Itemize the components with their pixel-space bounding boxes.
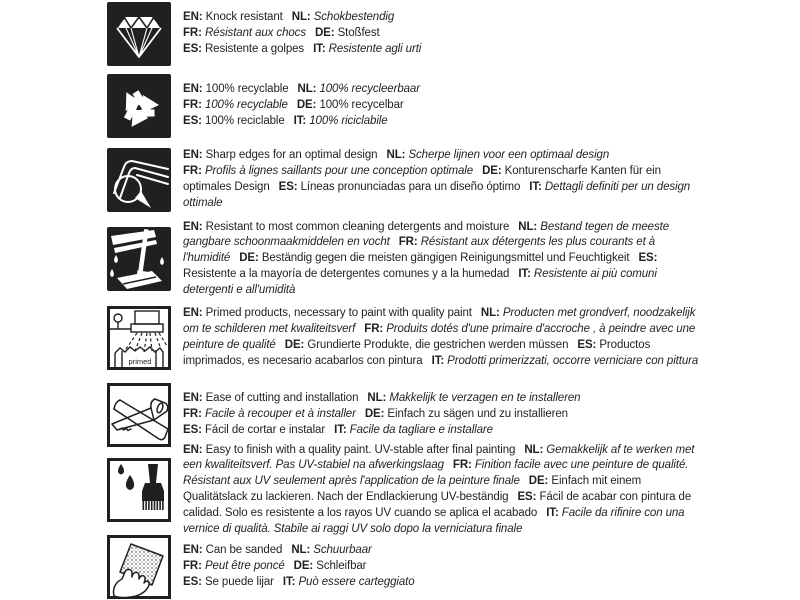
lang-segment: [298, 83, 420, 95]
lang-segment: [183, 544, 282, 556]
lang-label: IT:: [293, 114, 307, 127]
lang-label: EN:: [183, 443, 203, 456]
lang-label: DE:: [364, 408, 385, 421]
feature-text: Resistant to most common cleaning detergents and moisture: [202, 220, 510, 233]
diamond-icon: [107, 2, 171, 66]
lang-segment: [386, 149, 609, 161]
lang-label: IT:: [546, 506, 559, 519]
feature-text: Knock resistant: [202, 11, 283, 24]
sharp-edges-magnifier-icon: [107, 148, 171, 212]
lang-segment: [183, 11, 283, 23]
lang-segment: [183, 149, 377, 161]
feature-text: 100% riciclabile: [306, 114, 388, 127]
feature-text: 100% recycelbar: [316, 99, 404, 112]
lang-segment: [183, 408, 356, 420]
lang-label: FR:: [183, 165, 202, 178]
lang-label: EN:: [183, 83, 203, 96]
lang-segment: [292, 11, 394, 23]
lang-label: NL:: [297, 83, 317, 96]
text-line: [183, 443, 699, 538]
lang-label: NL:: [367, 392, 387, 405]
lang-label: IT:: [518, 267, 531, 280]
feature-text: 100% recyclable: [202, 83, 289, 96]
feature-text-block: [183, 148, 699, 211]
text-line: [183, 575, 699, 591]
mop-cleaning-icon-art: [107, 227, 171, 291]
feature-text: Finition facile avec une peinture de qualité. Résistant aux UV seulement après l'application de la peinture finale: [183, 459, 689, 488]
feature-text-block: [183, 391, 699, 438]
lang-segment: [283, 576, 415, 588]
feature-text: Se puede lijar: [201, 575, 274, 588]
lang-label: EN:: [183, 544, 203, 557]
lang-label: IT:: [431, 354, 445, 367]
feature-text: Resistente a golpes: [201, 42, 305, 55]
lang-label: ES:: [638, 252, 658, 265]
feature-text-block: [183, 10, 699, 57]
lang-label: IT:: [334, 423, 347, 436]
lang-segment: [183, 392, 358, 404]
lang-label: DE:: [296, 99, 317, 112]
feature-text: Líneas pronunciadas para un diseño óptimo: [297, 181, 521, 193]
text-line: [183, 42, 699, 58]
recycle-icon-art: [107, 74, 171, 138]
feature-text: Producten met grondverf, noodzakelijk om te schilderen met kwaliteitsverf: [183, 307, 696, 336]
feature-row-detergent-resistant: [107, 220, 703, 296]
lang-label: ES:: [183, 423, 202, 436]
lang-segment: [183, 43, 304, 55]
feature-text: Makkelijk te verzagen en te installeren: [386, 392, 581, 405]
text-line: [183, 391, 699, 407]
primer-spray-icon: [107, 306, 171, 370]
feature-row-knock-resistant: [107, 2, 703, 66]
feature-row-easy-finish-uv: [107, 443, 703, 535]
lang-segment: [313, 43, 421, 55]
lang-label: FR:: [183, 408, 202, 421]
feature-text: Resistente agli urti: [325, 42, 422, 55]
text-line: [183, 164, 699, 211]
lang-segment: [294, 560, 367, 572]
feature-text: 100% recycleerbaar: [316, 83, 420, 96]
feature-text: Résistant aux chocs: [201, 27, 306, 40]
text-line: [183, 10, 699, 26]
lang-segment: [291, 544, 371, 556]
lang-segment: [183, 444, 515, 456]
lang-label: FR:: [398, 236, 418, 249]
feature-text: 100% recyclable: [201, 99, 288, 112]
feature-text: Facile da rifinire con una vernice di qualità. Stabile ai raggi UV solo dopo la verniciatura finale: [183, 506, 685, 535]
feature-text: Dettagli definiti per un design ottimale: [183, 181, 691, 209]
lang-segment: [183, 99, 288, 111]
feature-text: Facile da tagliare e installare: [346, 423, 493, 436]
feature-row-sandable: [107, 535, 703, 599]
lang-label: DE:: [284, 339, 305, 351]
lang-segment: [183, 424, 325, 436]
saw-cutting-icon-art: [107, 383, 171, 447]
lang-segment: [183, 576, 274, 588]
lang-label: ES:: [517, 491, 537, 503]
text-line: [183, 407, 699, 423]
feature-text: Schleifbar: [313, 560, 367, 573]
feature-row-sharp-edges: [107, 148, 703, 212]
feature-text-block: [183, 82, 699, 129]
lang-label: NL:: [480, 307, 500, 320]
lang-segment: [183, 27, 306, 39]
lang-label: DE:: [528, 475, 549, 488]
lang-label: EN:: [183, 149, 203, 162]
lang-label: IT:: [313, 42, 326, 55]
feature-text: Stoßfest: [334, 27, 380, 40]
lang-label: NL:: [518, 220, 538, 233]
sharp-edges-magnifier-icon-art: [107, 148, 171, 212]
feature-text: Fácil de acabar con pintura de calidad. Solo es resistente a los rayos UV cuando se aplica el acabado: [183, 491, 692, 519]
lang-segment: [183, 165, 473, 177]
lang-label: DE:: [239, 252, 259, 265]
lang-segment: [183, 221, 509, 233]
feature-text: Konturenscharfe Kanten für ein optimales Design: [183, 165, 661, 193]
saw-cutting-icon: [107, 383, 171, 447]
feature-text: Schuurbaar: [310, 544, 372, 557]
lang-label: IT:: [529, 181, 542, 193]
lang-segment: [239, 252, 629, 264]
feature-text: Einfach zu sägen und zu installieren: [384, 408, 568, 421]
text-line: [183, 114, 699, 130]
primed-label: primed: [128, 357, 152, 366]
lang-label: FR:: [364, 323, 384, 336]
feature-text: Schokbestendig: [310, 11, 395, 24]
lang-segment: [183, 307, 472, 319]
primer-spray-icon-art: [107, 306, 171, 370]
feature-text: Primed products, necessary to paint with quality paint: [202, 307, 472, 320]
lang-segment: [285, 339, 569, 351]
lang-label: IT:: [282, 575, 296, 588]
feature-text-block: [183, 306, 699, 369]
feature-text: Ease of cutting and installation: [202, 392, 359, 405]
lang-label: NL:: [291, 544, 311, 557]
feature-text: Can be sanded: [202, 544, 283, 557]
lang-label: NL:: [291, 11, 311, 24]
lang-label: EN:: [183, 220, 203, 233]
lang-label: NL:: [524, 443, 544, 456]
lang-label: DE:: [482, 165, 502, 178]
mop-cleaning-icon: [107, 227, 171, 291]
paintbrush-drops-icon: [107, 458, 171, 522]
feature-text: Productos imprimados, es necesario acabarlos con pintura: [183, 339, 651, 367]
lang-label: EN:: [183, 392, 203, 405]
feature-text: Resistente a la mayoría de detergentes comunes y a la humedad: [183, 267, 510, 280]
lang-label: FR:: [452, 459, 472, 472]
lang-segment: [365, 408, 568, 420]
lang-label: FR:: [183, 560, 202, 573]
feature-text: Easy to finish with a quality paint. UV-stable after final painting: [202, 443, 516, 456]
lang-segment: [279, 181, 521, 193]
sanding-hand-icon: [107, 535, 171, 599]
feature-text: Facile à recouper et à installer: [201, 408, 356, 421]
text-line: [183, 543, 699, 559]
lang-label: FR:: [183, 27, 202, 40]
feature-text: Produits dotés d'une primaire d'accroche , à peindre avec une peinture de qualité: [183, 323, 696, 351]
lang-segment: [334, 424, 493, 436]
feature-text: Sharp edges for an optimal design: [202, 149, 378, 162]
lang-label: ES:: [183, 114, 202, 127]
text-line: [183, 98, 699, 114]
feature-row-recyclable: [107, 74, 703, 138]
lang-segment: [294, 115, 388, 127]
text-line: [183, 82, 699, 98]
feature-text: Resistente ai più comuni detergenti e all'umidità: [183, 267, 657, 296]
feature-text: Prodotti primerizzati, occorre verniciare con pittura: [444, 354, 699, 367]
lang-label: ES:: [183, 575, 202, 588]
feature-row-easy-cutting: [107, 383, 703, 447]
feature-text-block: [183, 220, 699, 299]
lang-label: FR:: [183, 99, 202, 112]
lang-label: EN:: [183, 307, 203, 320]
diamond-icon-art: [107, 2, 171, 66]
lang-segment: [315, 27, 380, 39]
lang-label: ES:: [577, 339, 597, 351]
lang-label: NL:: [386, 149, 406, 162]
feature-text: Può essere carteggiato: [295, 575, 415, 588]
feature-text: Peut être poncé: [201, 560, 285, 573]
lang-label: EN:: [183, 11, 203, 24]
feature-text-block: [183, 443, 699, 538]
lang-label: ES:: [183, 42, 202, 55]
lang-label: ES:: [278, 181, 298, 193]
feature-text: Profils à lignes saillants pour une conception optimale: [201, 165, 474, 178]
lang-segment: [183, 560, 285, 572]
text-line: [183, 26, 699, 42]
sanding-hand-icon-art: [107, 535, 171, 599]
feature-text: Gemakkelijk af te werken met een kwaliteitsverf. Pas UV-stabiel na afwerkingslaag: [183, 443, 695, 472]
lang-label: DE:: [314, 27, 335, 40]
text-line: [183, 423, 699, 439]
lang-label: DE:: [293, 560, 314, 573]
lang-segment: [297, 99, 404, 111]
text-line: [183, 306, 699, 369]
feature-text: Grundierte Produkte, die gestrichen werden müssen: [304, 339, 569, 351]
feature-text: Scherpe lijnen voor een optimaal design: [405, 149, 610, 162]
lang-segment: [367, 392, 580, 404]
recycle-icon: [107, 74, 171, 138]
feature-text: Beständig gegen die meisten gängigen Reinigungsmittel und Feuchtigkeit: [258, 252, 630, 265]
lang-segment: [183, 83, 289, 95]
feature-text: 100% reciclable: [201, 114, 285, 127]
feature-text: Fácil de cortar e instalar: [201, 423, 326, 436]
feature-text: Résistant aux détergents les plus courants et à l'humidité: [183, 236, 656, 265]
text-line: [183, 559, 699, 575]
lang-segment: [183, 115, 285, 127]
feature-text: Einfach mit einem Qualitätslack zu lackieren. Nach der Endlackierung UV-beständig: [183, 475, 642, 503]
feature-row-primed-products: [107, 306, 703, 370]
feature-text: Bestand tegen de meeste gangbare schoonmaakmiddelen en vocht: [183, 220, 670, 249]
lang-segment: [432, 355, 699, 367]
text-line: [183, 220, 699, 299]
text-line: [183, 148, 699, 164]
paintbrush-drops-icon-art: [107, 458, 171, 522]
feature-text-block: [183, 543, 699, 590]
